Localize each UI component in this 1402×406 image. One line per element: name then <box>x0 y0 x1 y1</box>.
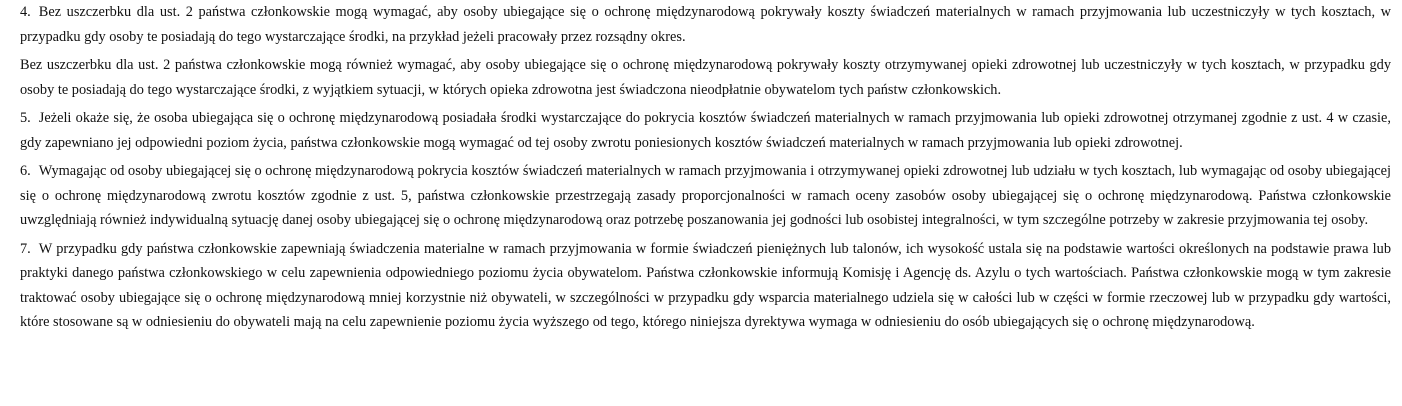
paragraph-text: Bez uszczerbku dla ust. 2 państwa członkowskie mogą również wymagać, aby osoby ubiegające się o ochronę międzynarodową pokrywały koszty otrzymywanej opieki zdrowotnej lub uczestniczyły w tych kosztach, w przypadku gdy osoby te posiadają do tego wystarczające środki, z wyjątkiem sytuacji, w których opieka zdrowotna jest świadczona nieodpłatnie obywatelom tych państw członkowskich. <box>20 57 1391 98</box>
paragraph-5 <box>20 106 1391 155</box>
paragraph-number: 4. <box>20 4 31 20</box>
paragraph-number: 6. <box>20 163 31 179</box>
paragraph-text: Jeżeli okaże się, że osoba ubiegająca się o ochronę międzynarodową posiadała środki wystarczające do pokrycia kosztów świadczeń materialnych w ramach przyjmowania lub opieki zdrowotnej otrzymanej zgodnie z ust. 4 w czasie, gdy zapewniano jej odpowiedni poziom życia, państwa członkowskie mogą wymagać od tej osoby zwrotu poniesionych kosztów świadczeń materialnych w ramach przyjmowania lub opieki zdrowotnej. <box>20 110 1391 151</box>
paragraph-4 <box>20 0 1391 49</box>
paragraph-4-continued <box>20 53 1391 102</box>
paragraph-7 <box>20 237 1391 335</box>
paragraph-6 <box>20 159 1391 233</box>
paragraph-text: Wymagając od osoby ubiegającej się o ochronę międzynarodową pokrycia kosztów świadczeń materialnych w ramach przyjmowania i otrzymywanej opieki zdrowotnej lub udziału w tych kosztach, lub wymagając od osoby ubiegającej się o ochronę międzynarodową zwrotu kosztów zgodnie z ust. 5, państwa członkowskie przestrzegają zasady proporcjonalności w ramach oceny zasobów osoby ubiegającej się o ochronę międzynarodową. Państwa członkowskie uwzględniają również indywidualną sytuację danej osoby ubiegającej się o ochronę międzynarodową oraz potrzebę poszanowania jej godności lub osobistej integralności, w tym szczególne potrzeby w zakresie przyjmowania tej osoby. <box>20 163 1391 228</box>
paragraph-text: W przypadku gdy państwa członkowskie zapewniają świadczenia materialne w ramach przyjmowania w formie świadczeń pieniężnych lub talonów, ich wysokość ustala się na podstawie wartości określonych na podstawie prawa lub praktyki danego państwa członkowskiego w celu zapewnienia odpowiedniego poziomu życia obywatelom. Państwa członkowskie informują Komisję i Agencję ds. Azylu o tych wartościach. Państwa członkowskie mogą w tym zakresie traktować osoby ubiegające się o ochronę międzynarodową mniej korzystnie niż obywateli, w szczególności w przypadku gdy wsparcia materialnego udziela się w całości lub w części w formie rzeczowej lub w przypadku gdy wartości, które stosowane są w odniesieniu do obywateli mają na celu zapewnienie poziomu życia wyższego od tego, którego niniejsza dyrektywa wymaga w odniesieniu do osób ubiegających się o ochronę międzynarodową. <box>20 240 1391 330</box>
paragraph-number: 7. <box>20 240 31 257</box>
paragraph-text: Bez uszczerbku dla ust. 2 państwa członkowskie mogą wymagać, aby osoby ubiegające się o ochronę międzynarodową pokrywały koszty świadczeń materialnych w ramach przyjmowania lub uczestniczyły w tych kosztach, w przypadku gdy osoby te posiadają do tego wystarczające środki, na przykład jeżeli pracowały przez rozsądny okres. <box>20 4 1391 45</box>
paragraph-number: 5. <box>20 110 31 126</box>
